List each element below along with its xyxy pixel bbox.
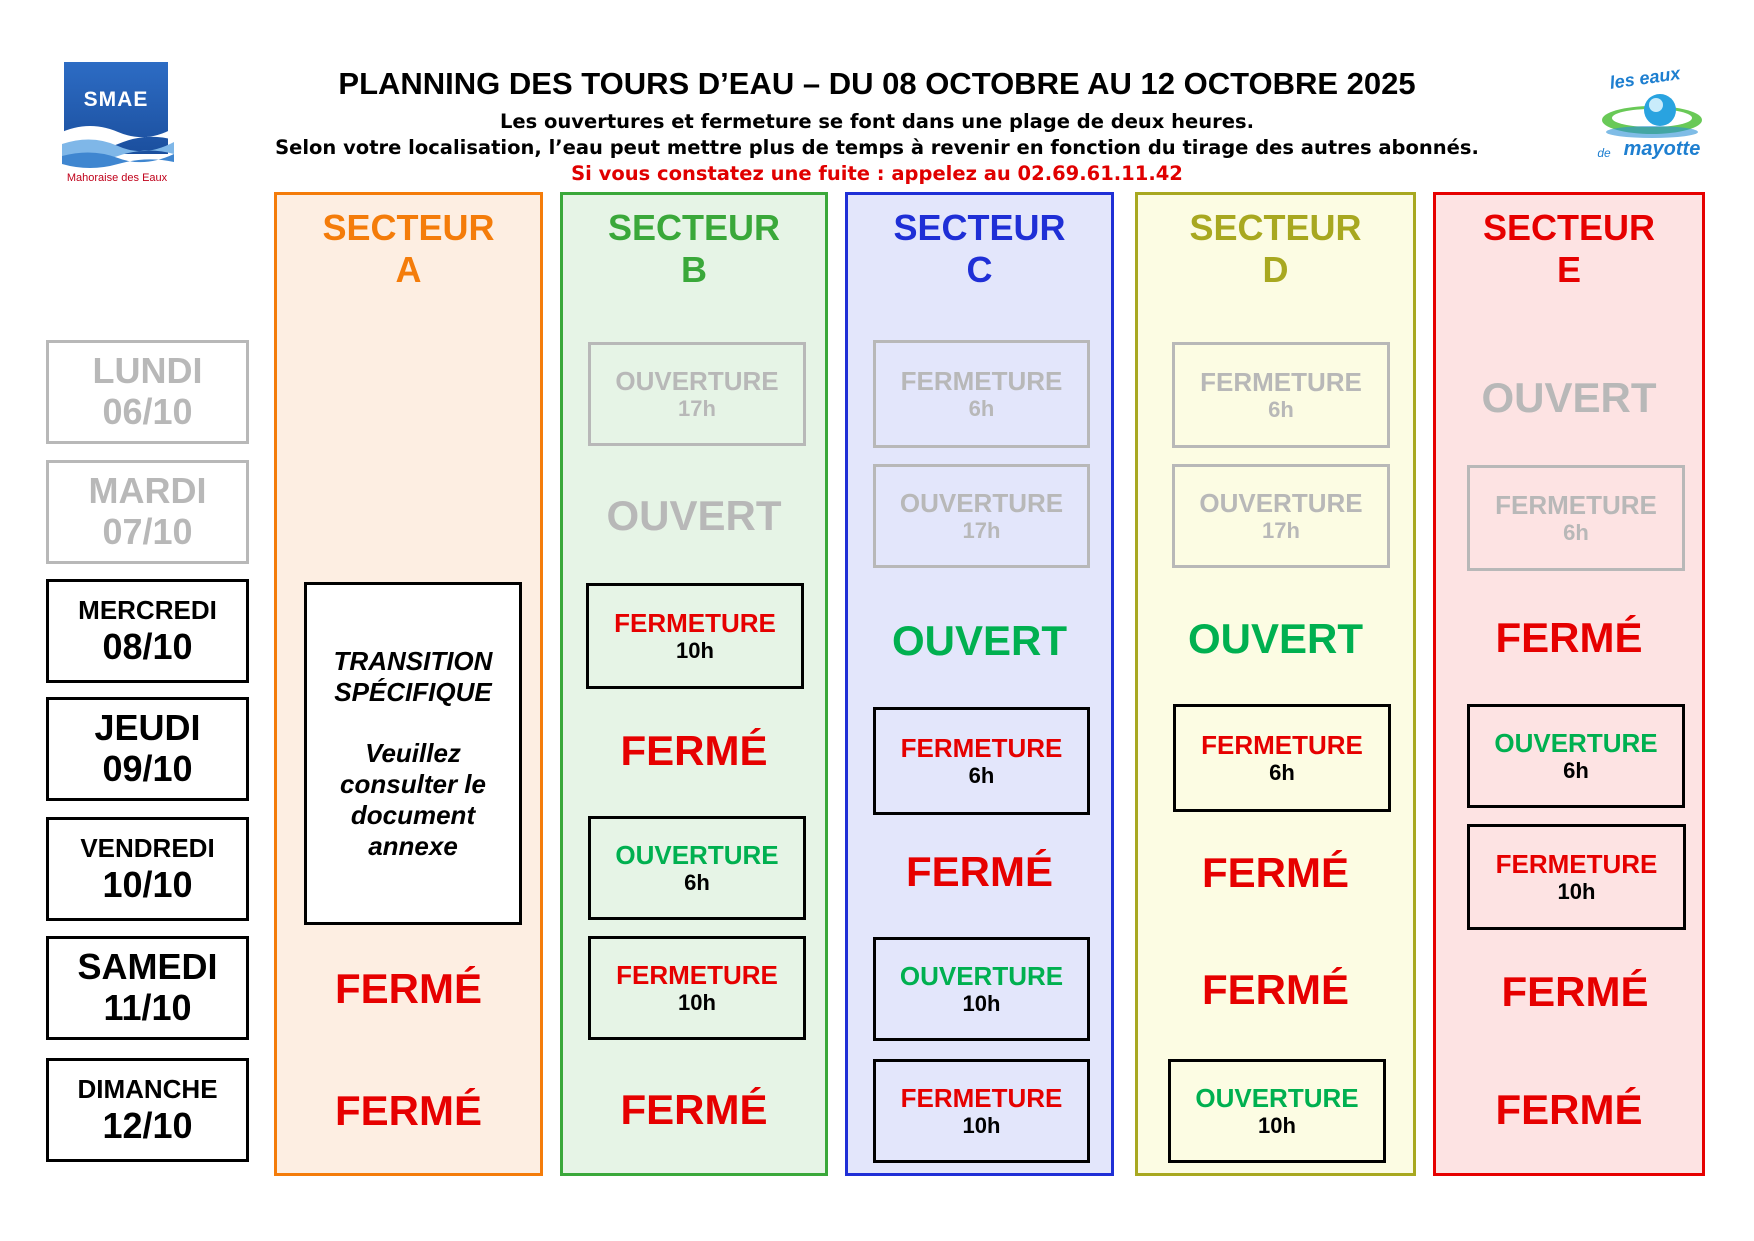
sector-d-column bbox=[1135, 192, 1416, 1176]
sector-b-mardi-status: OUVERT bbox=[606, 492, 782, 539]
sector-d-samedi-status: FERMÉ bbox=[1202, 966, 1349, 1013]
sector-e-mercredi-status: FERMÉ bbox=[1495, 614, 1643, 661]
day-jeudi: JEUDI 09/10 bbox=[46, 697, 249, 801]
sector-c-lundi-event: FERMETURE 6h bbox=[873, 340, 1090, 448]
sector-c-mardi-event: OUVERTURE 17h bbox=[873, 464, 1090, 568]
sector-d-mercredi-status: OUVERT bbox=[1187, 615, 1363, 662]
day-samedi: SAMEDI 11/10 bbox=[46, 936, 249, 1040]
sector-e-mardi-event: FERMETURE 6h bbox=[1467, 465, 1685, 571]
sector-e-vendredi-event: FERMETURE 10h bbox=[1467, 824, 1686, 930]
subtitle-location-note: Selon votre localisation, l’eau peut mettre plus de temps à revenir en fonction du tirage des autres abonnés. bbox=[275, 136, 1479, 159]
day-mercredi: MERCREDI 08/10 bbox=[46, 579, 249, 683]
leak-notice: Si vous constatez une fuite : appelez au 02.69.61.11.42 bbox=[571, 162, 1183, 185]
day-mardi: MARDI 07/10 bbox=[46, 460, 249, 564]
sector-d-dimanche-event: OUVERTURE 10h bbox=[1168, 1059, 1386, 1163]
sector-b-dimanche-status: FERMÉ bbox=[620, 1086, 768, 1133]
sector-d-jeudi-event: FERMETURE 6h bbox=[1173, 704, 1391, 812]
sector-d-title: SECTEUR D bbox=[1189, 207, 1362, 290]
sector-e-lundi-status: OUVERT bbox=[1481, 374, 1657, 421]
sector-e-jeudi-event: OUVERTURE 6h bbox=[1467, 704, 1685, 808]
eaux-logo-line1: les eaux bbox=[1608, 63, 1682, 93]
sector-b-lundi-event: OUVERTURE 17h bbox=[588, 342, 806, 446]
sector-b-title: SECTEUR B bbox=[607, 207, 781, 290]
sector-a-transition-notice: TRANSITION SPÉCIFIQUE Veuillez consulter le document annexe bbox=[304, 582, 522, 925]
day-dimanche: DIMANCHE 12/10 bbox=[46, 1058, 249, 1162]
page-title: PLANNING DES TOURS D’EAU – DU 08 OCTOBRE AU 12 OCTOBRE 2025 bbox=[338, 66, 1416, 101]
sector-a-dimanche-status: FERMÉ bbox=[335, 1087, 482, 1134]
day-vendredi: VENDREDI 10/10 bbox=[46, 817, 249, 921]
sector-c-jeudi-event: FERMETURE 6h bbox=[873, 707, 1090, 815]
sector-b-jeudi-status: FERMÉ bbox=[620, 727, 768, 774]
sector-d-vendredi-status: FERMÉ bbox=[1202, 849, 1349, 896]
smae-logo-tagline: Mahoraise des Eaux bbox=[66, 172, 168, 184]
sector-e-column bbox=[1433, 192, 1705, 1176]
sector-c-mercredi-status: OUVERT bbox=[891, 617, 1067, 664]
sector-c-vendredi-status: FERMÉ bbox=[906, 848, 1053, 895]
sector-c-samedi-event: OUVERTURE 10h bbox=[873, 937, 1090, 1041]
sector-b-samedi-event: FERMETURE 10h bbox=[588, 936, 806, 1040]
sector-e-title: SECTEUR E bbox=[1482, 207, 1656, 290]
sector-d-mardi-event: OUVERTURE 17h bbox=[1172, 464, 1390, 568]
sector-c-title: SECTEUR C bbox=[893, 207, 1066, 290]
smae-logo bbox=[62, 62, 174, 182]
sector-b-mercredi-event: FERMETURE 10h bbox=[586, 583, 804, 689]
sector-a-samedi-status: FERMÉ bbox=[335, 965, 482, 1012]
sector-e-samedi-status: FERMÉ bbox=[1501, 968, 1649, 1015]
day-lundi: LUNDI 06/10 bbox=[46, 340, 249, 444]
eaux-logo-line3: mayotte bbox=[1623, 138, 1701, 160]
subtitle-schedule-window: Les ouvertures et fermeture se font dans une plage de deux heures. bbox=[499, 110, 1255, 133]
eaux-logo-line2: de bbox=[1597, 146, 1611, 160]
smae-logo-text: SMAE bbox=[83, 88, 149, 111]
sector-c-dimanche-event: FERMETURE 10h bbox=[873, 1059, 1090, 1163]
sector-e-dimanche-status: FERMÉ bbox=[1495, 1086, 1643, 1133]
sector-a-title: SECTEUR A bbox=[322, 207, 495, 290]
sector-b-vendredi-event: OUVERTURE 6h bbox=[588, 816, 806, 920]
sector-d-lundi-event: FERMETURE 6h bbox=[1172, 342, 1390, 448]
